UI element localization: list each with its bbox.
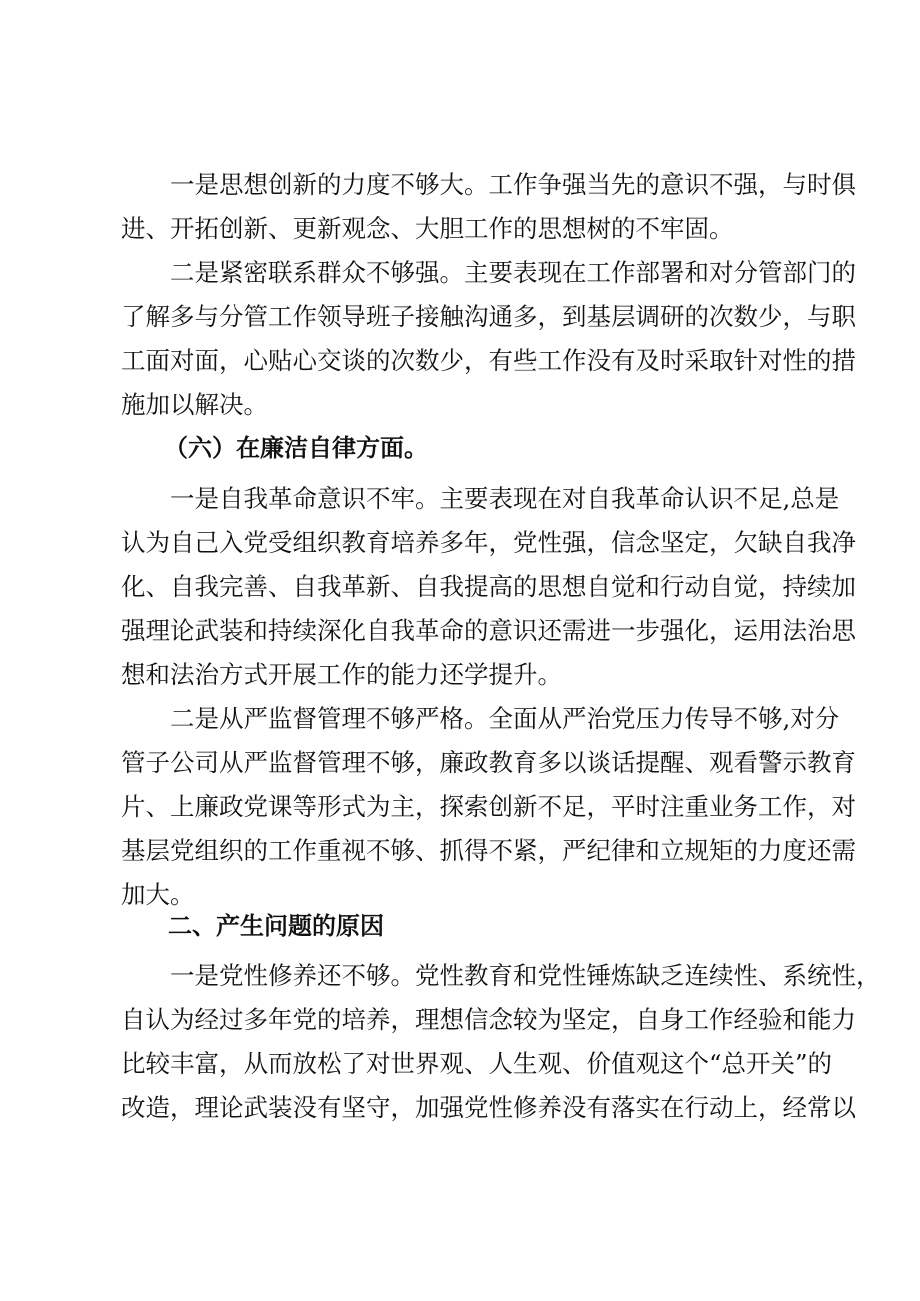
para3-line2: 认为自己入党受组织教育培养多年，党性强，信念坚定，欠缺自我净	[121, 528, 856, 557]
para5-line3: 比较丰富，从而放松了对世界观、人生观、价值观这个“总开关”的	[121, 1049, 833, 1078]
para2-line4: 施加以解决。	[121, 390, 268, 419]
para5-line4: 改造，理论武装没有坚守，加强党性修养没有落实在行动上，经常以	[121, 1093, 856, 1122]
para2-line1: 二是紧密联系群众不够强。主要表现在工作部署和对分管部门的	[170, 258, 856, 287]
para3-line5: 想和法治方式开展工作的能力还学提升。	[121, 660, 562, 689]
para4-line2: 管子公司从严监督管理不够，廉政教育多以谈话提醒、观看警示教育	[121, 748, 856, 777]
para2-line3: 工面对面，心贴心交谈的次数少，有些工作没有及时采取针对性的措	[121, 346, 856, 375]
para4-line1: 二是从严监督管理不够严格。全面从严治党压力传导不够,对分	[170, 704, 840, 733]
para1-line2: 进、开拓创新、更新观念、大胆工作的思想树的不牢固。	[121, 214, 734, 243]
para4-line5: 加大。	[121, 880, 195, 909]
para1-line1: 一是思想创新的力度不够大。工作争强当先的意识不强，与时俱	[170, 170, 856, 199]
para4-line3: 片、上廉政党课等形式为主，探索创新不足，平时注重业务工作，对	[121, 792, 856, 821]
para3-line1: 一是自我革命意识不牢。主要表现在对自我革命认识不足,总是	[170, 484, 840, 513]
section-heading-six: （六）在廉洁自律方面。	[164, 434, 428, 462]
para5-line2: 自认为经过多年党的培养，理想信念较为坚定，自身工作经验和能力	[121, 1005, 856, 1034]
para3-line3: 化、自我完善、自我革新、自我提高的思想自觉和行动自觉，持续加	[121, 572, 856, 601]
para2-line2: 了解多与分管工作领导班子接触沟通多，到基层调研的次数少，与职	[121, 302, 856, 331]
para4-line4: 基层党组织的工作重视不够、抓得不紧，严纪律和立规矩的力度还需	[121, 836, 856, 865]
section-heading-two: 二、产生问题的原因	[168, 912, 384, 940]
para3-line4: 强理论武装和持续深化自我革命的意识还需进一步强化，运用法治思	[121, 616, 856, 645]
para5-line1: 一是党性修养还不够。党性教育和党性锤炼缺乏连续性、系统性，	[170, 961, 881, 990]
